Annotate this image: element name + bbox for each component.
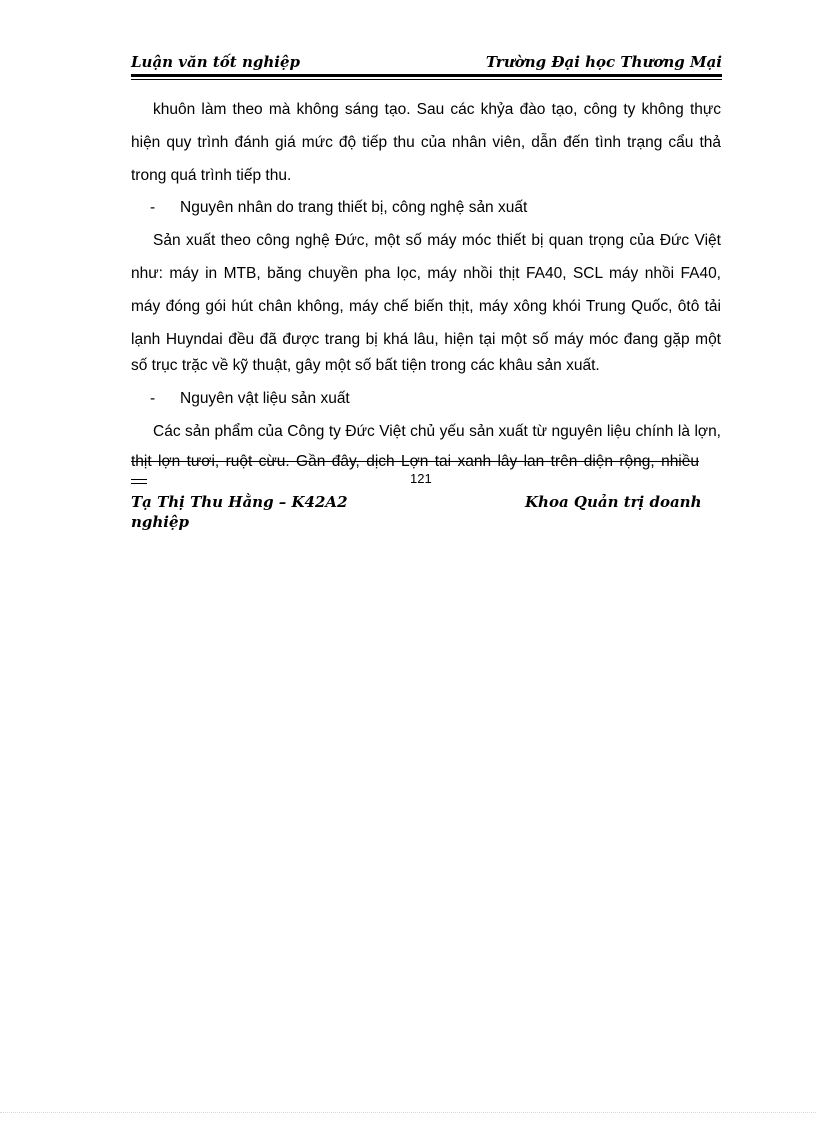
body-line: hiện quy trình đánh giá mức độ tiếp thu của nhân viên, dẫn đến tình trạng cẩu thả	[131, 134, 721, 151]
header-rule-thin	[131, 79, 722, 80]
body-line: máy đóng gói hút chân không, máy chế biến thịt, máy xông khói Trung Quốc, ôtô tải	[131, 298, 721, 315]
footer-rule	[131, 479, 147, 480]
bullet-equipment-heading: Nguyên nhân do trang thiết bị, công nghệ sản xuất	[180, 199, 528, 216]
body-line: trong quá trình tiếp thu.	[131, 167, 292, 184]
bullet-materials-heading: Nguyên vật liệu sản xuất	[180, 390, 350, 407]
bullet-dash: -	[150, 390, 156, 407]
header-thesis-label: Luận văn tốt nghiệp	[131, 53, 300, 71]
body-line-cut: thịt lợn tươi, ruột cừu. Gần đây, dịch Lợn tai xanh lây lan trên diện rộng, nhiều	[131, 453, 699, 470]
footer-author: Tạ Thị Thu Hằng – K42A2	[131, 493, 348, 511]
page-bottom-edge	[0, 1112, 816, 1113]
footer-rule	[131, 483, 147, 484]
body-line: khuôn làm theo mà không sáng tạo. Sau các khỷa đào tạo, công ty không thực	[153, 101, 721, 118]
body-line: như: máy in MTB, băng chuyền pha lọc, máy nhồi thịt FA40, SCL máy nhồi FA40,	[131, 265, 721, 282]
bullet-dash: -	[150, 199, 156, 216]
page-header	[131, 50, 722, 76]
page-number: 121	[410, 471, 432, 486]
body-line: lạnh Huyndai đều đã được trang bị khá lâu, hiện tại một số máy móc đang gặp một	[131, 331, 721, 348]
footer-faculty-continuation: nghiệp	[131, 513, 190, 531]
body-line: Các sản phẩm của Công ty Đức Việt chủ yếu sản xuất từ nguyên liệu chính là lợn,	[153, 423, 721, 440]
body-line: số trục trặc về kỹ thuật, gây một số bất tiện trong các khâu sản xuất.	[131, 357, 600, 374]
header-rule-thick	[131, 74, 722, 77]
body-line: Sản xuất theo công nghệ Đức, một số máy móc thiết bị quan trọng của Đức Việt	[153, 232, 721, 249]
header-university-name: Trường Đại học Thương Mại	[485, 53, 722, 71]
footer-faculty: Khoa Quản trị doanh	[525, 493, 702, 511]
